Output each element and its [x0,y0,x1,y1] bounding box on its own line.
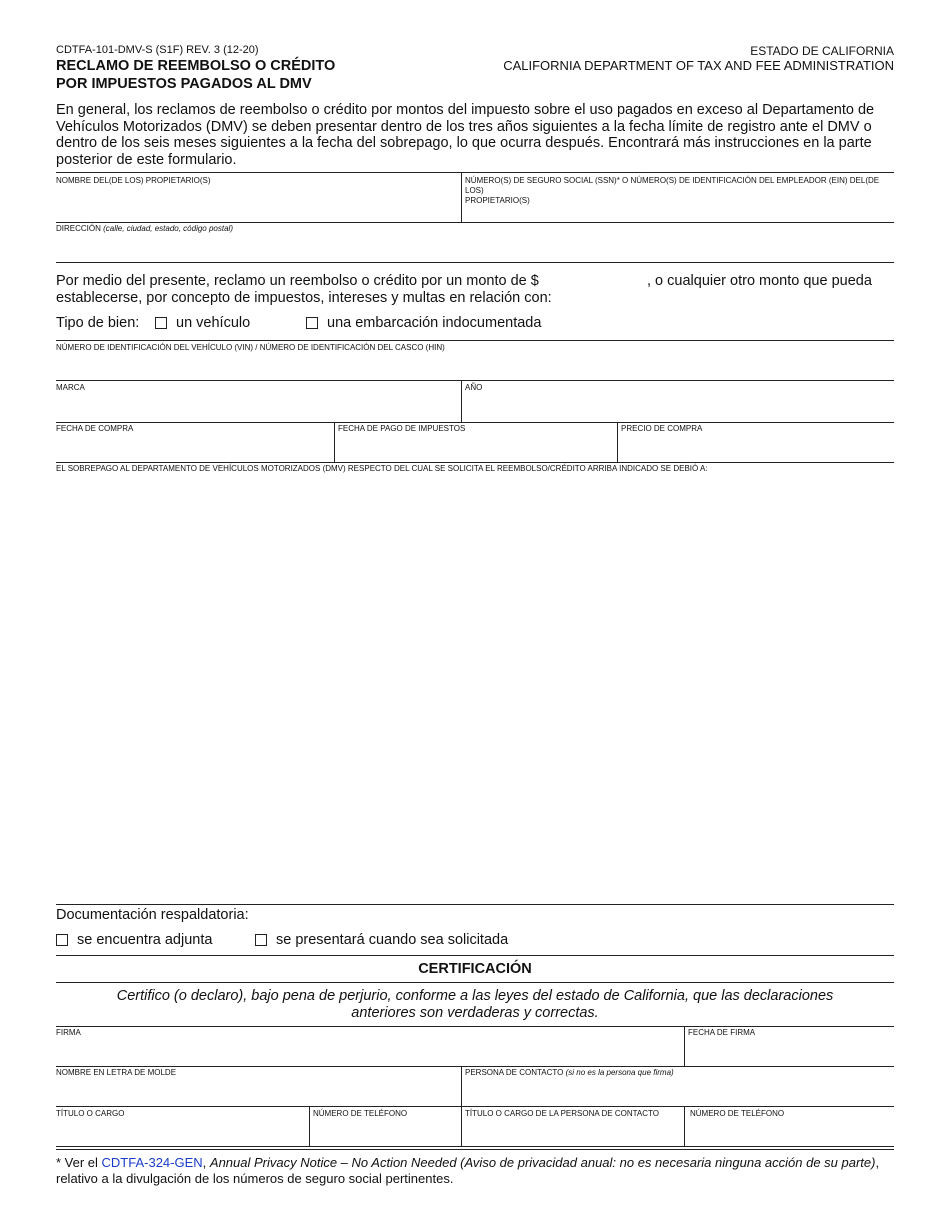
tax-paid-date-field[interactable] [338,436,614,460]
make-field[interactable] [56,395,456,419]
rule [56,340,894,341]
footer-prefix: * Ver el [56,1155,102,1170]
contact-phone-label: NÚMERO DE TELÉFONO [690,1109,785,1118]
address-field[interactable] [56,236,894,260]
title-label: TÍTULO O CARGO [56,1109,125,1118]
owner-name-field[interactable] [56,188,456,218]
title-field[interactable] [56,1121,306,1143]
contact-phone-field[interactable] [690,1121,893,1143]
phone-label: NÚMERO DE TELÉFONO [313,1109,408,1118]
rule [461,172,462,222]
docs-upon-request-label: se presentará cuando sea solicitada [276,932,509,948]
rule [461,380,462,422]
rule [617,422,618,462]
contact-title-field[interactable] [465,1121,681,1143]
purchase-date-label: FECHA DE COMPRA [56,424,134,433]
year-field[interactable] [465,395,893,419]
rule [684,1026,685,1066]
tax-paid-date-label: FECHA DE PAGO DE IMPUESTOS [338,424,466,433]
rule [56,1146,894,1147]
rule [56,172,894,173]
purchase-date-field[interactable] [56,436,330,460]
docs-upon-request-checkbox[interactable] [255,934,267,946]
signature-field[interactable] [56,1040,680,1064]
footer-note [56,1155,896,1187]
address-hint: (calle, ciudad, estado, código postal) [103,224,233,233]
overpayment-label: EL SOBREPAGO AL DEPARTAMENTO DE VEHÍCULOS MOTORIZADOS (DMV) RESPECTO DEL CUAL SE SOLICITA EL REEMBOLSO/CRÉDITO ARRIBA INDICADO SE DEBIÓ A: [56,464,708,473]
contact-hint: (si no es la persona que firma) [565,1068,674,1077]
rule [56,955,894,956]
rule [684,1106,685,1146]
claim-text-line1a: Por medio del presente, reclamo un reembolso o crédito por un monto de $ [56,273,539,289]
footer-comma: , [202,1155,210,1170]
vessel-checkbox[interactable] [306,317,318,329]
ssn-field[interactable] [465,198,893,220]
contact-field[interactable] [465,1080,893,1104]
docs-attached-label: se encuentra adjunta [77,932,213,948]
rule [56,422,894,423]
rule [56,222,894,223]
address-label [56,224,233,234]
contact-label [465,1068,674,1078]
rule [56,262,894,263]
rule [334,422,335,462]
state-name: ESTADO DE CALIFORNIA [750,44,894,58]
intro-line: Vehículos Motorizados (DMV) se deben presentar dentro de los tres años siguientes a la fecha límite de registro ante el DMV o [56,118,872,135]
rule [56,904,894,905]
ssn-label-line1: NÚMERO(S) DE SEGURO SOCIAL (SSN)* O NÚMERO(S) DE IDENTIFICACIÓN DEL EMPLEADOR (EIN) DEL(DE LOS) [465,176,880,195]
purchase-price-field[interactable] [621,436,893,460]
vin-field[interactable] [56,355,894,377]
claim-amount-field[interactable] [540,272,644,290]
certification-line1: Certifico (o declaro), bajo pena de perjurio, conforme a las leyes del estado de California, que las declaraciones [116,988,834,1004]
rule [56,1066,894,1067]
printed-name-label: NOMBRE EN LETRA DE MOLDE [56,1068,177,1077]
certification-statement [56,988,894,1022]
agency-name: CALIFORNIA DEPARTMENT OF TAX AND FEE ADMINISTRATION [503,58,894,73]
printed-name-field[interactable] [56,1080,456,1104]
form-title-line1: RECLAMO DE REEMBOLSO O CRÉDITO [56,58,336,74]
rule [56,982,894,983]
intro-line: dentro de los seis meses siguientes a la fecha del sobrepago, lo que ocurra después. Encontrará más instrucciones en la parte [56,135,872,151]
footer-privacy-notice: Annual Privacy Notice – No Action Needed (Aviso de privacidad anual: no es necesaria ninguna acción de su parte) [209,1155,876,1170]
form-title-line2: POR IMPUESTOS PAGADOS AL DMV [56,76,312,92]
owner-name-label: NOMBRE DEL(DE LOS) PROPIETARIO(S) [56,176,211,185]
docs-label: Documentación respaldatoria: [56,907,249,923]
property-type-label: Tipo de bien: [56,315,140,331]
signature-date-label: FECHA DE FIRMA [688,1028,756,1037]
intro-line: posterior de este formulario. [56,151,237,168]
address-label-text: DIRECCIÓN [56,224,101,233]
vin-label: NÚMERO DE IDENTIFICACIÓN DEL VEHÍCULO (VIN) / NÚMERO DE IDENTIFICACIÓN DEL CASCO (HIN) [56,343,445,352]
contact-title-label: TÍTULO O CARGO DE LA PERSONA DE CONTACTO [465,1109,659,1118]
phone-field[interactable] [313,1121,458,1143]
rule [56,462,894,463]
overpayment-explanation-field[interactable] [56,478,894,898]
ssn-label-line2: PROPIETARIO(S) [465,196,530,205]
rule [56,1026,894,1027]
rule [56,380,894,381]
purchase-price-label: PRECIO DE COMPRA [621,424,703,433]
certification-line2: anteriores son verdaderas y correctas. [351,1005,599,1021]
rule [309,1106,310,1146]
certification-title: CERTIFICACIÓN [418,961,532,977]
docs-attached-checkbox[interactable] [56,934,68,946]
vehicle-option-label: un vehículo [176,315,251,331]
rule [56,1106,894,1107]
intro-paragraph [56,102,896,168]
signature-date-field[interactable] [688,1040,893,1064]
vehicle-checkbox[interactable] [155,317,167,329]
cdtfa-324-gen-link[interactable]: CDTFA-324-GEN [101,1155,203,1170]
contact-label-text: PERSONA DE CONTACTO [465,1068,564,1077]
vessel-option-label: una embarcación indocumentada [327,315,542,331]
intro-line: En general, los reclamos de reembolso o crédito por montos del impuesto sobre el uso pagados en exceso al Departamento de [56,102,875,118]
footer-line2: relativo a la divulgación de los números de seguro social pertinentes. [56,1171,454,1186]
signature-label: FIRMA [56,1028,81,1037]
year-label: AÑO [465,383,483,392]
make-label: MARCA [56,383,85,392]
claim-text-line2: establecerse, por concepto de impuestos, intereses y multas en relación con: [56,290,552,306]
rule [56,1149,894,1150]
footer-suffix: , [875,1155,880,1170]
form-number: CDTFA-101-DMV-S (S1F) REV. 3 (12-20) [56,44,259,56]
claim-text-line1b: , o cualquier otro monto que pueda [647,273,872,289]
